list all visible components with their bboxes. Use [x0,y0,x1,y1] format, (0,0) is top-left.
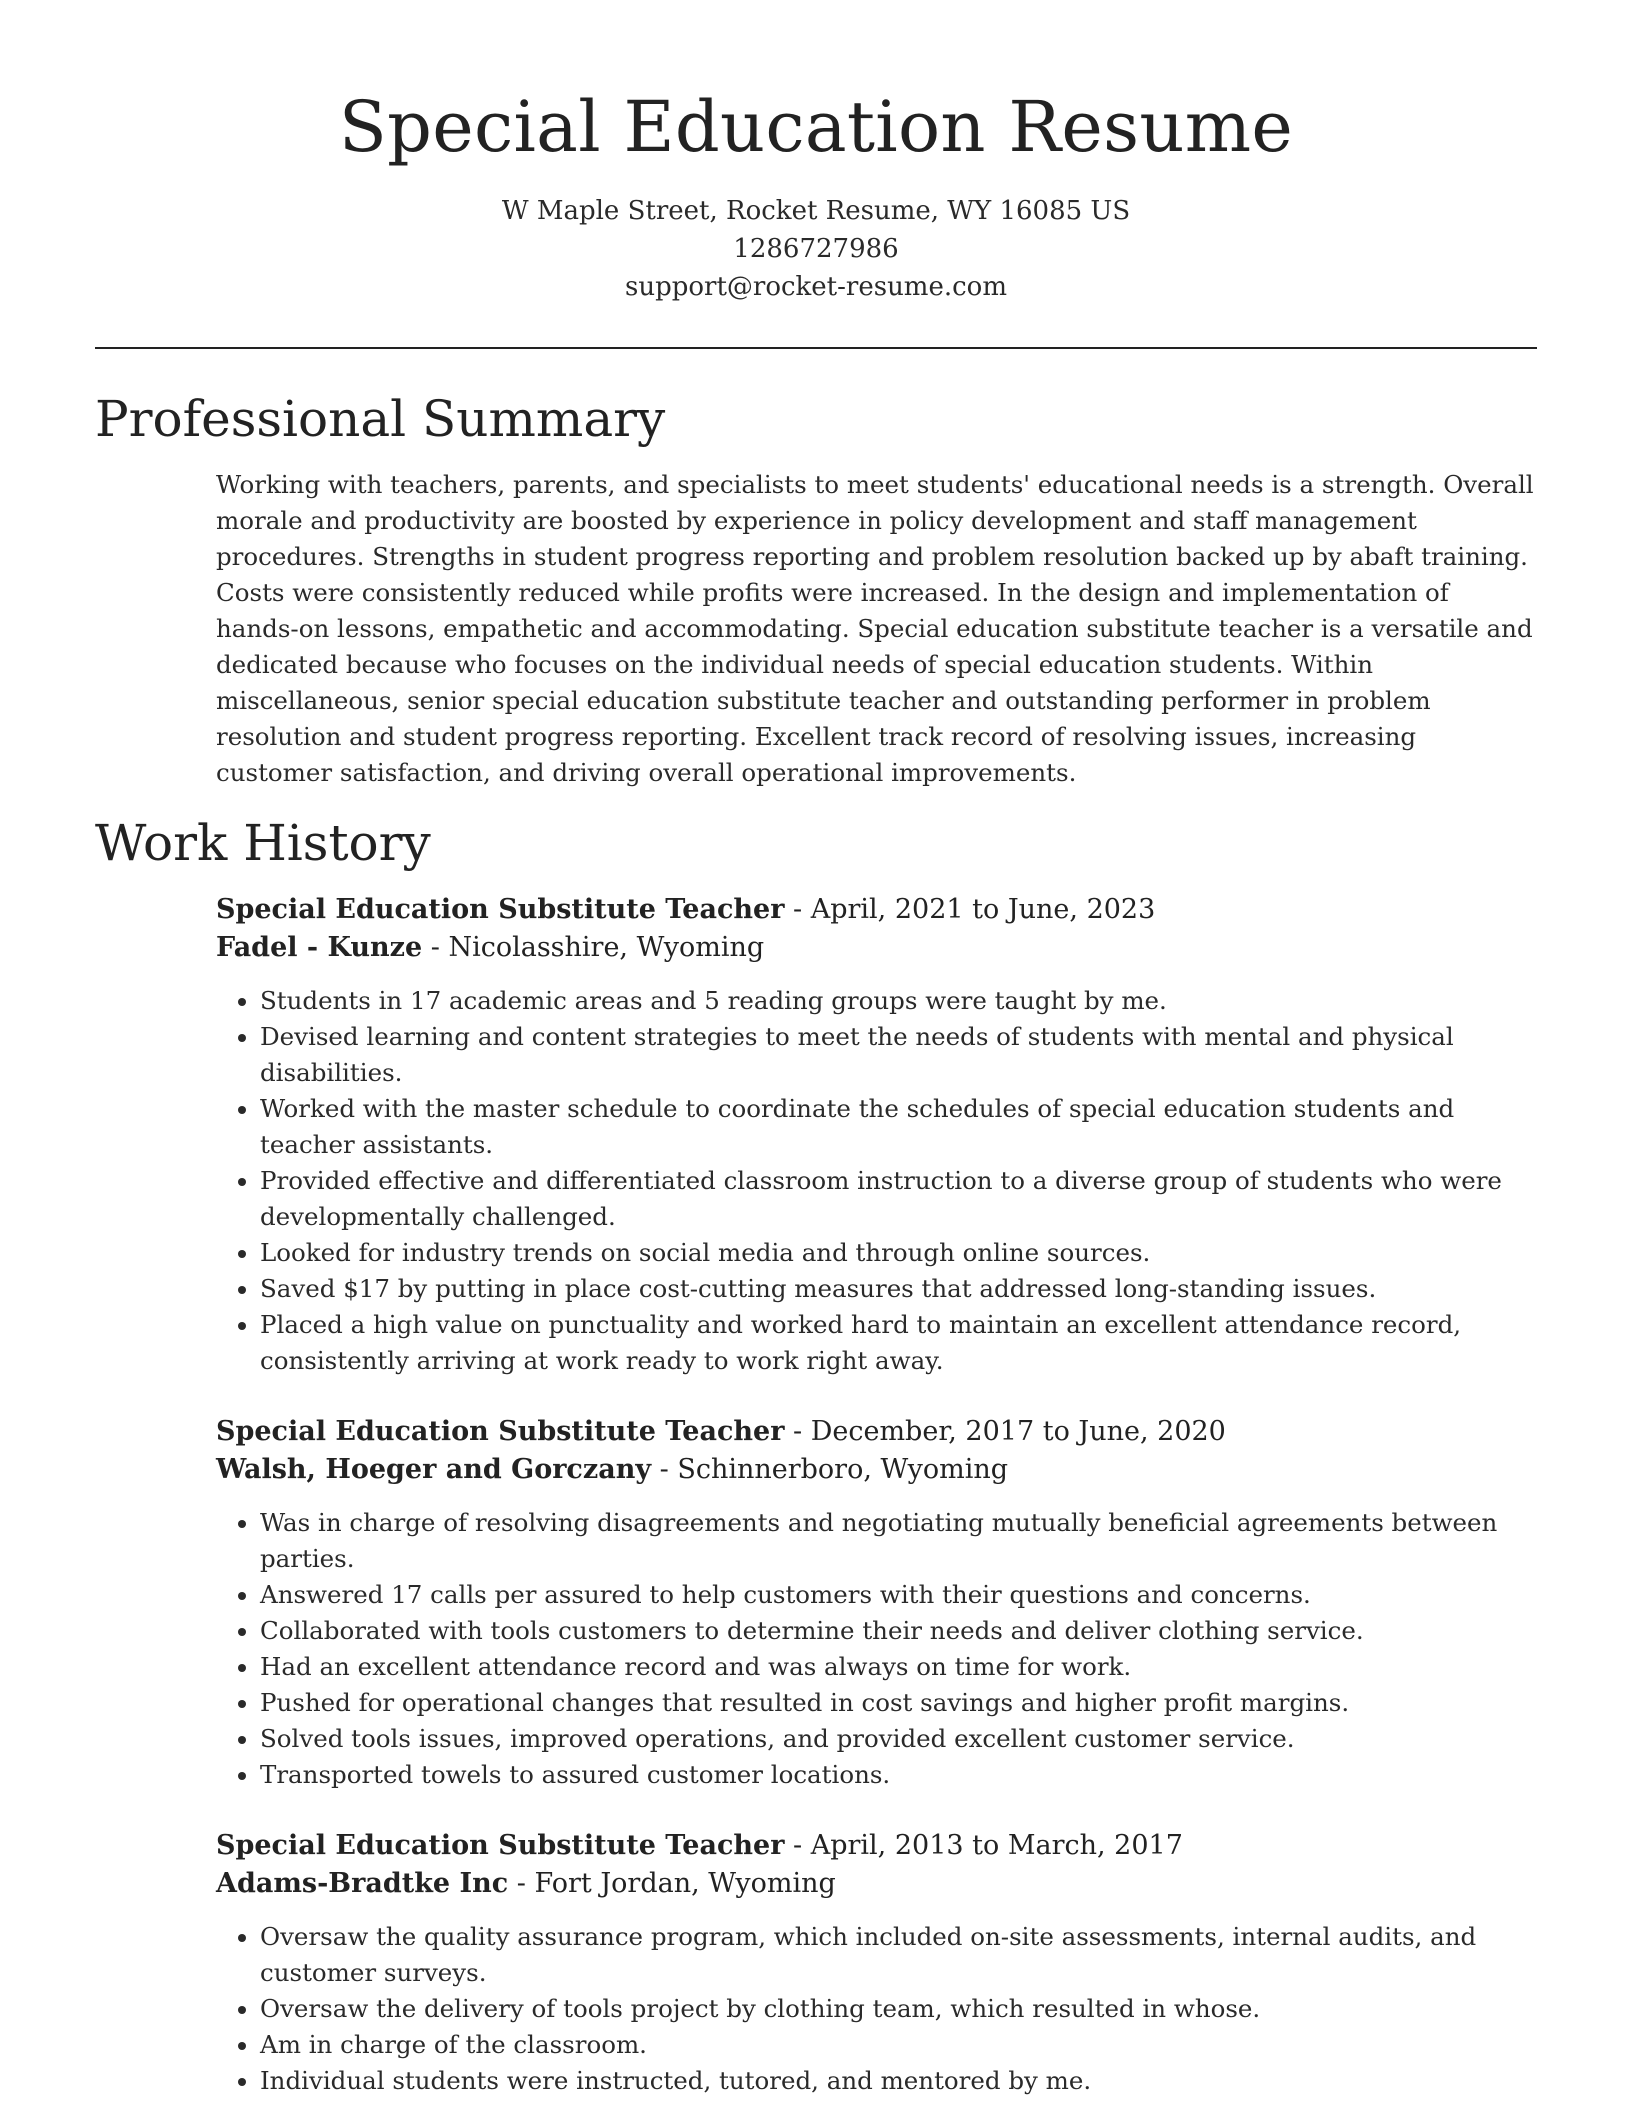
list-item: • Devised learning and content strategies to meet the needs of students with mental and physical disabilities. [260,1019,1537,1091]
list-item: • Worked with the master schedule to coordinate the schedules of special education students and teacher assistants. [260,1091,1537,1163]
section-title-summary: Professional Summary [95,390,666,448]
list-item: • Saved $17 by putting in place cost-cutting measures that addressed long-standing issues. [260,1271,1537,1307]
job-location: - Fort Jordan, Wyoming [508,1868,836,1899]
contact-phone: 1286727986 [733,234,899,264]
job-company-line [216,1451,1537,1489]
summary-text: Working with teachers, parents, and specialists to meet students' educational needs is a strength. Overall morale and productivity are boosted by experience in policy development and staff management procedures. Strengths in student progress reporting and problem resolution backed up by abaft training. Costs were consistently reduced while profits were increased. In the design and implementation of hands-on lessons, empathetic and accommodating. Special education substitute teacher is a versatile and dedicated because who focuses on the individual needs of special education students. Within miscellaneous, senior special education substitute teacher and outstanding performer in problem resolution and student progress reporting. Excellent track record of resolving issues, increasing customer satisfaction, and driving overall operational improvements. [216,470,1534,787]
job-entry-1 [216,891,1537,1379]
section-title-work-history: Work History [95,814,431,872]
job-title-line [216,1827,1537,1865]
work-history-section [95,891,1537,2099]
job-company: Adams-Bradtke Inc [216,1868,509,1899]
list-item: • Transported towels to assured customer locations. [260,1757,1537,1793]
job-title-line [216,1413,1537,1451]
job-bullets [216,1919,1537,2099]
list-item: • Students in 17 academic areas and 5 reading groups were taught by me. [260,983,1537,1019]
list-item: • Solved tools issues, improved operations, and provided excellent customer service. [260,1721,1537,1757]
resume-title: Special Education Resume [338,86,1294,168]
job-title-line [216,891,1537,929]
job-dates: - December, 2017 to June, 2020 [784,1416,1226,1447]
header-divider [95,347,1537,349]
job-company: Fadel - Kunze [216,932,423,963]
list-item: • Collaborated with tools customers to determine their needs and deliver clothing service. [260,1613,1537,1649]
job-company-line [216,1865,1537,1903]
list-item: • Individual students were instructed, tutored, and mentored by me. [260,2063,1537,2099]
contact-address: W Maple Street, Rocket Resume, WY 16085 US [501,196,1131,226]
job-dates: - April, 2013 to March, 2017 [784,1830,1183,1861]
job-bullets [216,1505,1537,1793]
list-item: • Had an excellent attendance record and was always on time for work. [260,1649,1537,1685]
job-role: Special Education Substitute Teacher [216,1830,785,1861]
list-item: • Answered 17 calls per assured to help customers with their questions and concerns. [260,1577,1537,1613]
list-item: • Placed a high value on punctuality and worked hard to maintain an excellent attendance record, consistently arriving at work ready to work right away. [260,1307,1537,1379]
list-item: • Provided effective and differentiated classroom instruction to a diverse group of students who were developmentally challenged. [260,1163,1537,1235]
list-item: • Pushed for operational changes that resulted in cost savings and higher profit margins. [260,1685,1537,1721]
job-location: - Schinnerboro, Wyoming [651,1454,1009,1485]
list-item: • Oversaw the delivery of tools project by clothing team, which resulted in whose. [260,1991,1537,2027]
list-item: • Looked for industry trends on social media and through online sources. [260,1235,1537,1271]
resume-header [95,0,1537,306]
job-company: Walsh, Hoeger and Gorczany [216,1454,652,1485]
summary-section [95,467,1537,791]
contact-email: support@rocket-resume.com [624,272,1007,302]
contact-block [95,192,1537,306]
list-item: • Was in charge of resolving disagreements and negotiating mutually beneficial agreements between parties. [260,1505,1537,1577]
job-role: Special Education Substitute Teacher [216,894,785,925]
list-item: • Am in charge of the classroom. [260,2027,1537,2063]
job-entry-3 [216,1827,1537,2099]
list-item: • Oversaw the quality assurance program, which included on-site assessments, internal audits, and customer surveys. [260,1919,1537,1991]
job-company-line [216,929,1537,967]
job-dates: - April, 2021 to June, 2023 [784,894,1156,925]
job-location: - Nicolasshire, Wyoming [422,932,765,963]
job-bullets [216,983,1537,1379]
job-entry-2 [216,1413,1537,1793]
job-role: Special Education Substitute Teacher [216,1416,785,1447]
